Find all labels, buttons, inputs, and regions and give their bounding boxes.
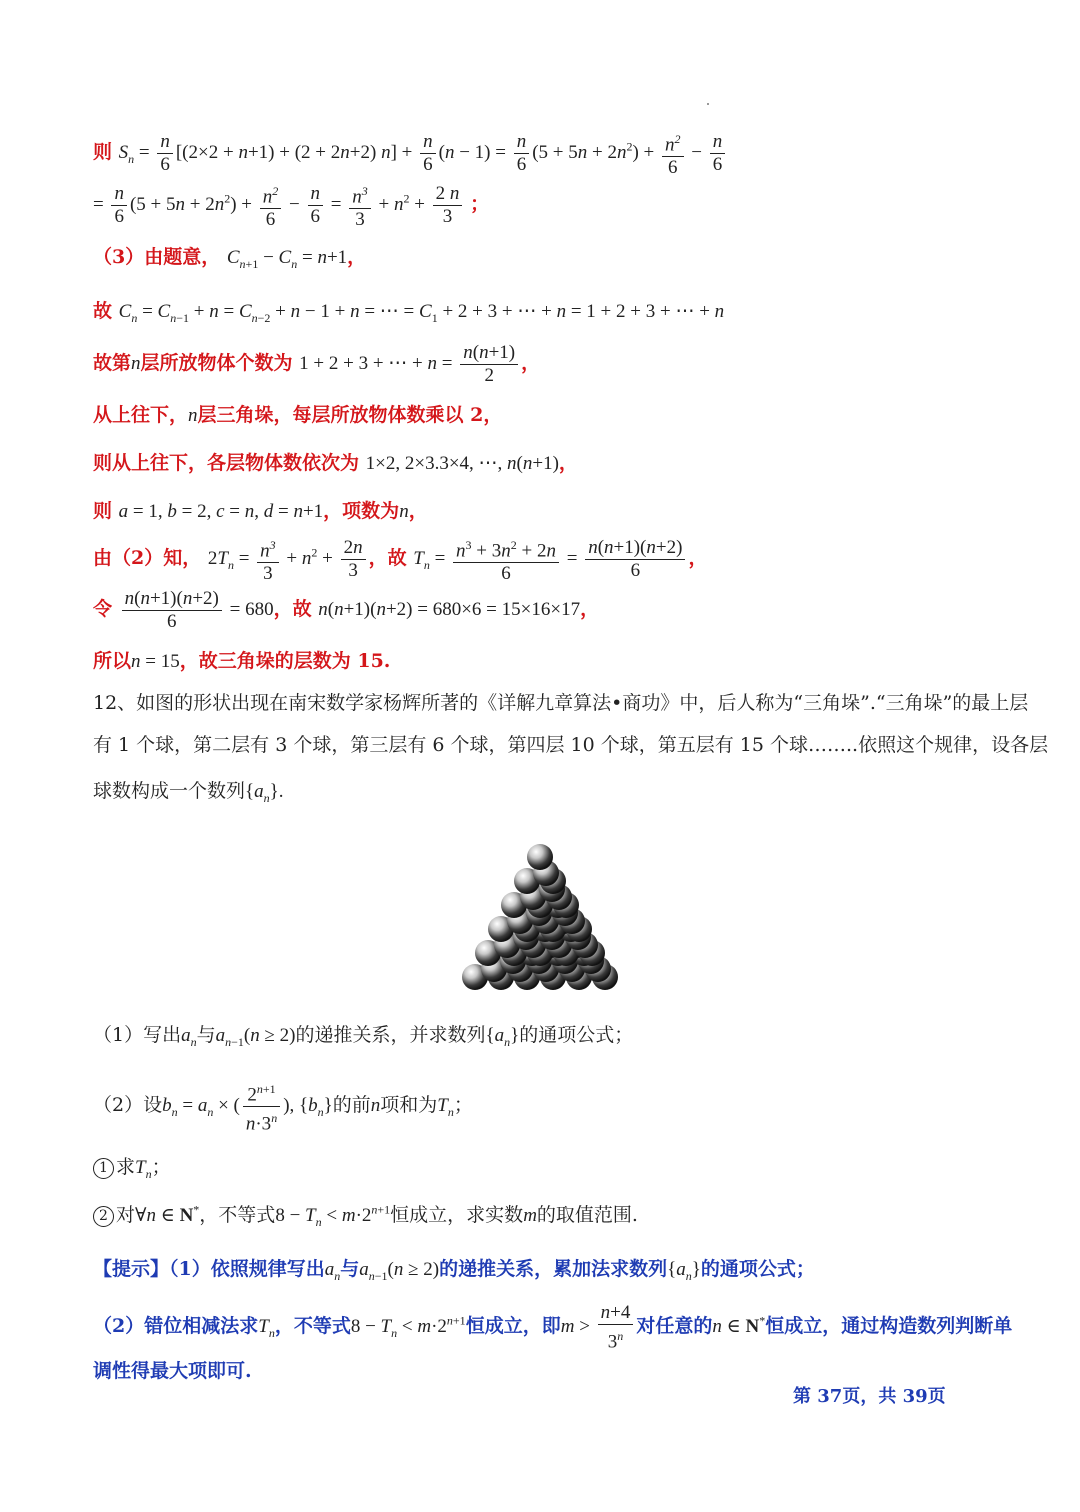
hint-line-2: （2）错位相减法求$T_n$，不等式$8 - T_n < m\cdot 2^{n+1}$恒成立，即m > $\frac{n+4}{3^n}$ 对任意的n ∈ N*恒成立，通过构造数列判断单 [93, 1302, 1013, 1353]
solution-line-10: 令 $\frac{n(n+1)(n+2)}{6}$ = 680，故 n(n+1)(n+2) = 680×6 = 15×16×17， [93, 588, 600, 632]
solution-line-1: 则 $S_n$ = $\frac{n}{6}$ [(2×2 + n+1) + (2 + 2n+2) n] + $\frac{n}{6}$ (n − 1) = $\frac{n}{6}$ $(5 + 5n + 2n^2)$ + $\frac{n^2}{6}$ − $\frac{n}{6}$ [93, 128, 728, 179]
problem-line-3: 球数构成一个数列$\{a_n\}$. [93, 780, 284, 805]
solution-line-2: = $\frac{n}{6}$ $(5 + 5n + 2n^2)$ + $\frac{n^2}{6}$ − $\frac{n}{6}$ = $\frac{n^3}{3}$ + $n^2$ + $\frac{2 n}{3}$ ； [93, 180, 489, 231]
question-2: （2）设$b_n = a_n$ × ( $\frac{2^{n+1}}{n\cdot 3^n}$ ), $\{b_n\}$的前n项和为$T_n$； [93, 1078, 473, 1136]
solution-line-6: 从上往下，n层三角垛，每层所放物体数乘以 2， [93, 404, 503, 426]
hint-line-1: 【提示】（1）依照规律写出$a_n$与$a_{n-1}(n \ge 2)$的递推关系，累加法求数列$\{a_n\}$的通项公式； [93, 1258, 815, 1283]
question-2a: 1 求$T_n$； [93, 1152, 171, 1182]
sphere [527, 844, 553, 870]
problem-line-2: 有 1 个球，第二层有 3 个球，第三层有 6 个球，第四层 10 个球，第五层有 15 个球……..依照这个规律，设各层 [93, 734, 1049, 756]
question-1: （1）写出$a_n$与$a_{n-1}(n \ge 2)$的递推关系，并求数列$\{a_n\}$的通项公式； [93, 1024, 634, 1049]
solution-line-7: 则从上往下，各层物体数依次为 1×2, 2×3.3×4, ⋯, n(n+1)， [93, 452, 578, 474]
solution-line-3: （3）由题意， $C_{n+1} - C_n = n+1$， [93, 246, 367, 271]
solution-line-9: 由（2）知， $2T_n$ = $\frac{n^3}{3}$ + $n^2$ + $\frac{2n}{3}$ ，故 $T_n$ = $\frac{n^3 + 3n^2 + 2n}{6}$ = $\frac{n(n+1)(n+2)}{6}$ ， [93, 534, 707, 585]
hint-line-3: 调性得最大项即可. [93, 1360, 252, 1382]
ball-pyramid-figure [418, 822, 662, 994]
question-2b: 2 对∀n ∈ N*，不等式$8 - T_n < m\cdot 2^{n+1}$恒成立，求实数m的取值范围. [93, 1200, 638, 1230]
solution-line-4: 故 $C_n = C_{n-1} + n = C_{n-2} + n - 1 + n$ = ⋯ = $C_1 + 2 + 3$ + ⋯ + n = 1 + 2 + 3 + ⋯ + n [93, 300, 725, 325]
page-footer: 第 37页，共 39页 [793, 1386, 946, 1407]
solution-line-11: 所以n = 15，故三角垛的层数为 15. [93, 650, 391, 672]
solution-line-5: 故第n层所放物体个数为 1 + 2 + 3 + ⋯ + n = $\frac{n(n+1)}{2}$ ， [93, 342, 541, 386]
scan-dot [707, 103, 709, 105]
sphere-pyramid-image [418, 822, 662, 994]
solution-line-8: 则 a = 1, b = 2, c = n, d = n+1，项数为n， [93, 500, 428, 522]
problem-line-1: 12、如图的形状出现在南宋数学家杨辉所著的《详解九章算法•商功》中，后人称为“三角垛”.“三角垛”的最上层 [93, 692, 1029, 714]
